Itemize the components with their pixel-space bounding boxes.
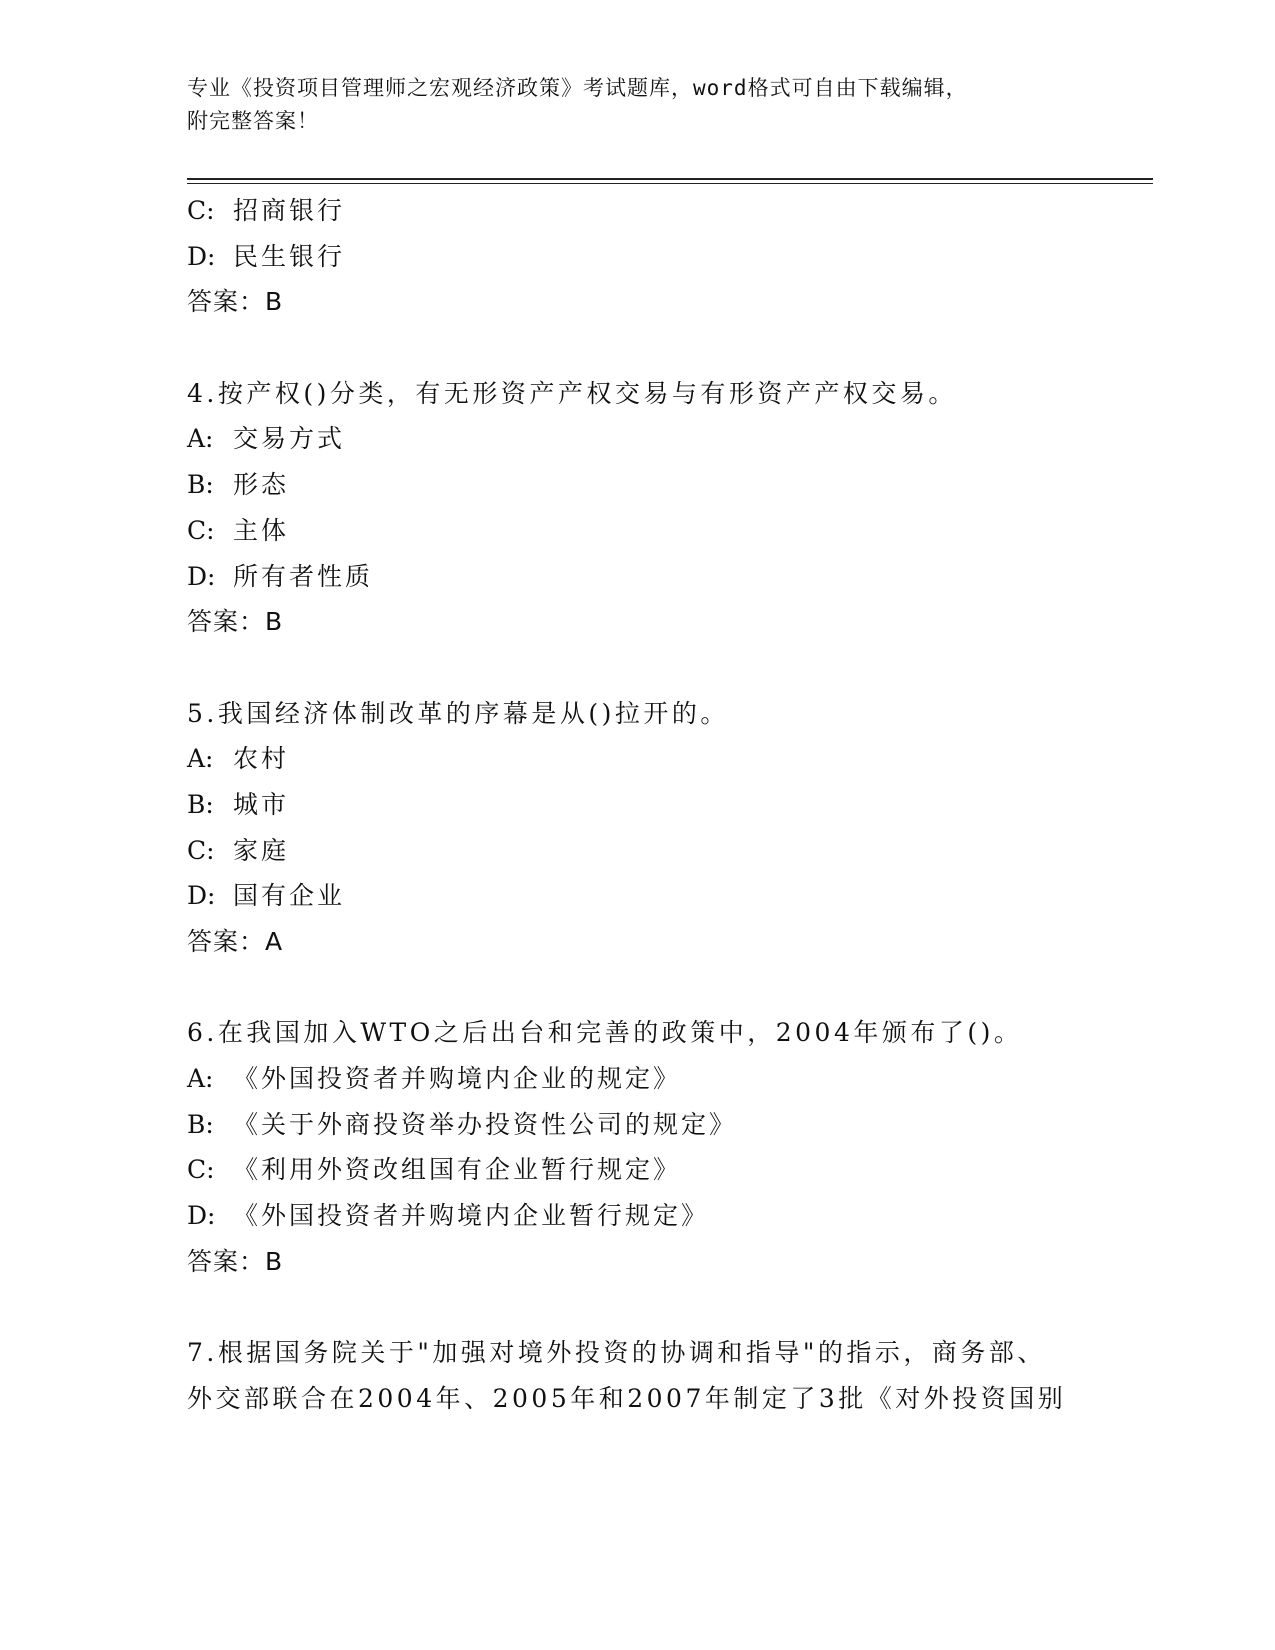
option-key: C:	[187, 1155, 215, 1185]
header-rule-thick	[187, 178, 1153, 180]
option-key: B:	[187, 789, 214, 819]
header-rule-thin	[187, 183, 1153, 184]
option-text: 《外国投资者并购境内企业的规定》	[233, 1064, 682, 1094]
option-d	[187, 1193, 1147, 1239]
option-text: 《关于外商投资举办投资性公司的规定》	[233, 1109, 738, 1139]
option-text: 交易方式	[233, 424, 346, 454]
option-text: 所有者性质	[233, 561, 374, 591]
header-line-1: 专业《投资项目管理师之宏观经济政策》考试题库，word格式可自由下载编辑，	[187, 76, 968, 100]
option-d	[187, 234, 1147, 280]
option-text: 农村	[233, 744, 290, 774]
option-text: 城市	[233, 789, 290, 819]
option-a	[187, 736, 1147, 782]
option-text: 主体	[233, 515, 290, 545]
document-header	[187, 72, 1087, 138]
option-text: 招商银行	[233, 196, 346, 225]
question-list	[187, 188, 1147, 1422]
option-text: 形态	[233, 470, 290, 500]
option-d	[187, 554, 1147, 600]
question-3-tail	[187, 188, 1147, 325]
option-key: B:	[187, 470, 214, 500]
option-key: A:	[187, 424, 214, 454]
option-key: A:	[187, 744, 214, 774]
option-key: D:	[187, 241, 216, 271]
question-4	[187, 371, 1147, 645]
question-stem-line-1: 7.根据国务院关于"加强对境外投资的协调和指导"的指示，商务部、	[187, 1338, 1046, 1368]
option-a	[187, 416, 1147, 462]
option-b	[187, 782, 1147, 828]
option-text: 《外国投资者并购境内企业暂行规定》	[233, 1201, 710, 1231]
option-text: 家庭	[233, 835, 290, 865]
question-6	[187, 1010, 1147, 1284]
question-stem: 6.在我国加入WTO之后出台和完善的政策中，2004年颁布了()。	[187, 1018, 1023, 1048]
option-b	[187, 462, 1147, 508]
option-c	[187, 1147, 1147, 1193]
answer: 答案：B	[187, 1246, 284, 1276]
option-key: D:	[187, 881, 216, 911]
option-key: B:	[187, 1109, 214, 1139]
answer: 答案：A	[187, 927, 284, 956]
header-line-2: 附完整答案！	[187, 109, 319, 133]
option-c	[187, 508, 1147, 554]
question-stem-line-2: 外交部联合在2004年、2005年和2007年制定了3批《对外投资国别	[187, 1383, 1067, 1413]
option-a	[187, 1056, 1147, 1102]
option-key: D:	[187, 561, 216, 591]
option-text: 国有企业	[233, 881, 346, 911]
option-key: C:	[187, 196, 215, 225]
option-c	[187, 188, 1147, 234]
question-5	[187, 691, 1147, 965]
option-b	[187, 1102, 1147, 1148]
answer: 答案：B	[187, 607, 284, 637]
option-key: D:	[187, 1201, 216, 1231]
option-text: 《利用外资改组国有企业暂行规定》	[233, 1155, 682, 1185]
option-text: 民生银行	[233, 241, 346, 271]
option-key: C:	[187, 835, 215, 865]
question-stem: 5.我国经济体制改革的序幕是从()拉开的。	[187, 698, 729, 728]
question-7	[187, 1330, 1147, 1421]
option-key: C:	[187, 515, 215, 545]
option-d	[187, 873, 1147, 919]
option-key: A:	[187, 1064, 214, 1094]
answer: 答案：B	[187, 287, 284, 317]
option-c	[187, 828, 1147, 874]
question-stem: 4.按产权()分类，有无形资产产权交易与有形资产产权交易。	[187, 378, 957, 408]
